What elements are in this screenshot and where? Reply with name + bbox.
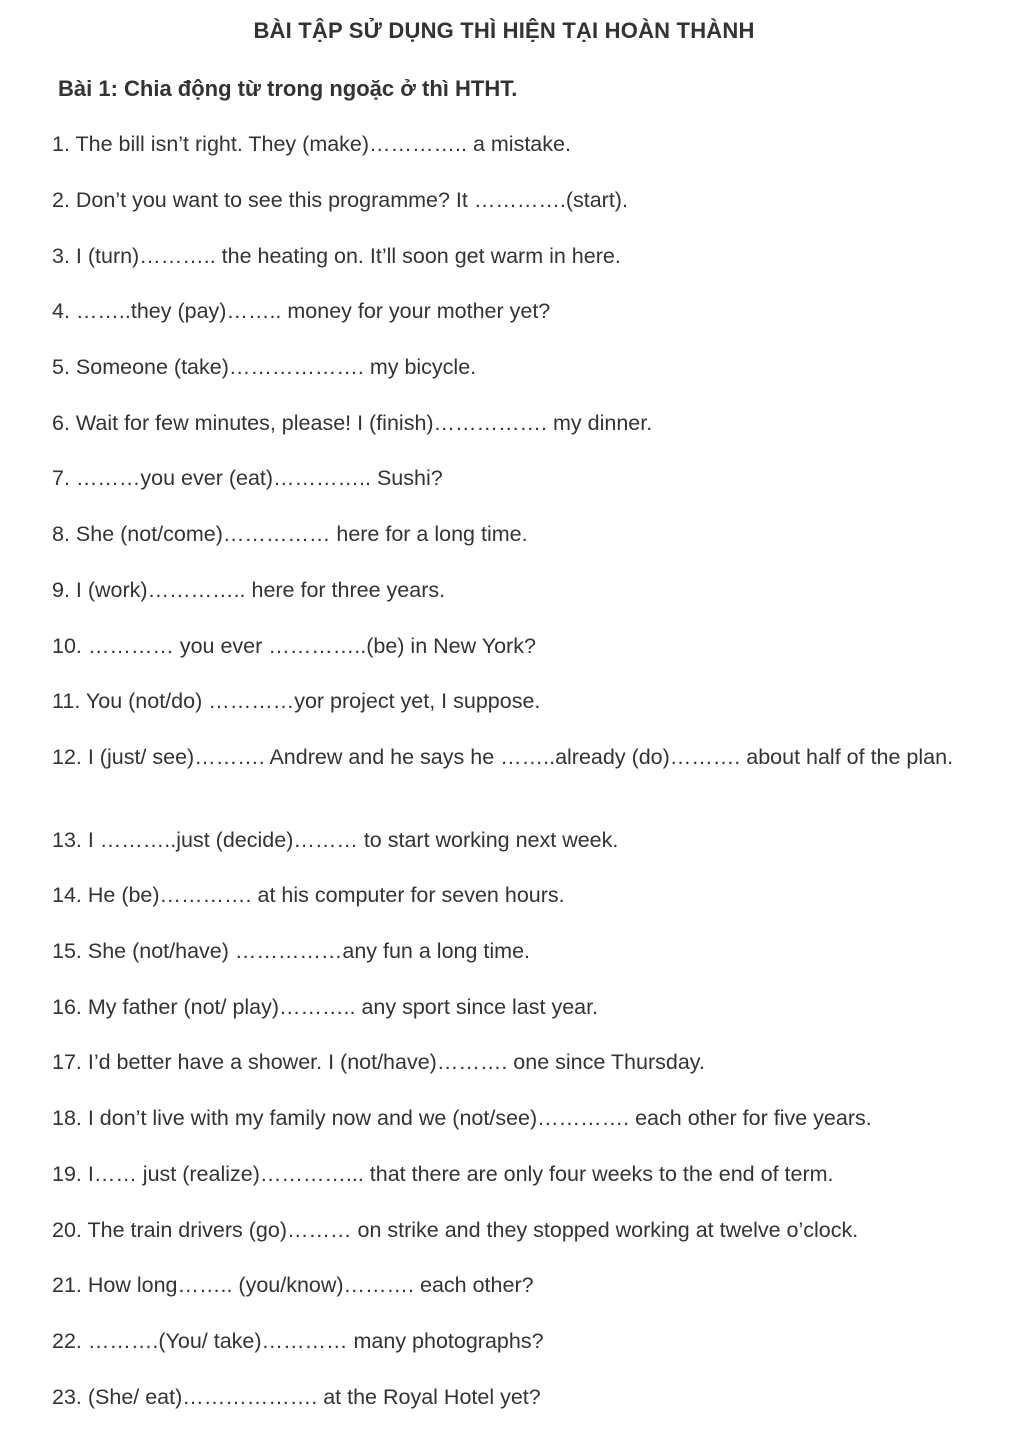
exercise-item-17: 17. I’d better have a shower. I (not/have)………. one since Thursday. bbox=[52, 1050, 705, 1074]
exercise-item-3: 3. I (turn)……….. the heating on. It’ll soon get warm in here. bbox=[52, 244, 621, 268]
exercise-item-23: 23. (She/ eat)………………. at the Royal Hotel yet? bbox=[52, 1385, 541, 1409]
exercise-item-1: 1. The bill isn’t right. They (make)………….. a mistake. bbox=[52, 132, 571, 156]
exercise-item-7: 7. ………you ever (eat)………….. Sushi? bbox=[52, 466, 443, 490]
exercise-item-5: 5. Someone (take)………………. my bicycle. bbox=[52, 355, 477, 379]
exercise-item-9: 9. I (work)………….. here for three years. bbox=[52, 578, 446, 602]
exercise-item-13: 13. I ………..just (decide)……… to start working next week. bbox=[52, 828, 619, 852]
exercise-item-16: 16. My father (not/ play)……….. any sport since last year. bbox=[52, 995, 599, 1019]
exercise-item-18: 18. I don’t live with my family now and we (not/see)…………. each other for five years. bbox=[52, 1106, 872, 1130]
exercise-item-12: 12. I (just/ see)………. Andrew and he says he ……..already (do)………. about half of the plan. bbox=[52, 745, 954, 769]
exercise-item-20: 20. The train drivers (go)……… on strike and they stopped working at twelve o’clock. bbox=[52, 1218, 859, 1242]
exercise-item-19: 19. I…… just (realize)…………... that there are only four weeks to the end of term. bbox=[52, 1162, 834, 1186]
exercise-item-4: 4. ……..they (pay)…….. money for your mother yet? bbox=[52, 299, 551, 323]
exercise-heading: Bài 1: Chia động từ trong ngoặc ở thì HTHT. bbox=[58, 76, 518, 101]
worksheet-title: BÀI TẬP SỬ DỤNG THÌ HIỆN TẠI HOÀN THÀNH bbox=[253, 18, 755, 43]
exercise-item-6: 6. Wait for few minutes, please! I (finish)……………. my dinner. bbox=[52, 411, 653, 435]
exercise-item-21: 21. How long…….. (you/know)………. each other? bbox=[52, 1273, 534, 1297]
exercise-item-8: 8. She (not/come)…………… here for a long time. bbox=[52, 522, 528, 546]
exercise-item-14: 14. He (be)…………. at his computer for seven hours. bbox=[52, 883, 565, 907]
exercise-item-11: 11. You (not/do) …………yor project yet, I suppose. bbox=[52, 689, 541, 713]
exercise-item-22: 22. ……….(You/ take)………… many photographs? bbox=[52, 1329, 544, 1353]
exercise-item-10: 10. ………… you ever …………..(be) in New York? bbox=[52, 634, 536, 658]
exercise-item-2: 2. Don’t you want to see this programme? It ………….(start). bbox=[52, 188, 628, 212]
exercise-item-15: 15. She (not/have) ……………any fun a long time. bbox=[52, 939, 531, 963]
